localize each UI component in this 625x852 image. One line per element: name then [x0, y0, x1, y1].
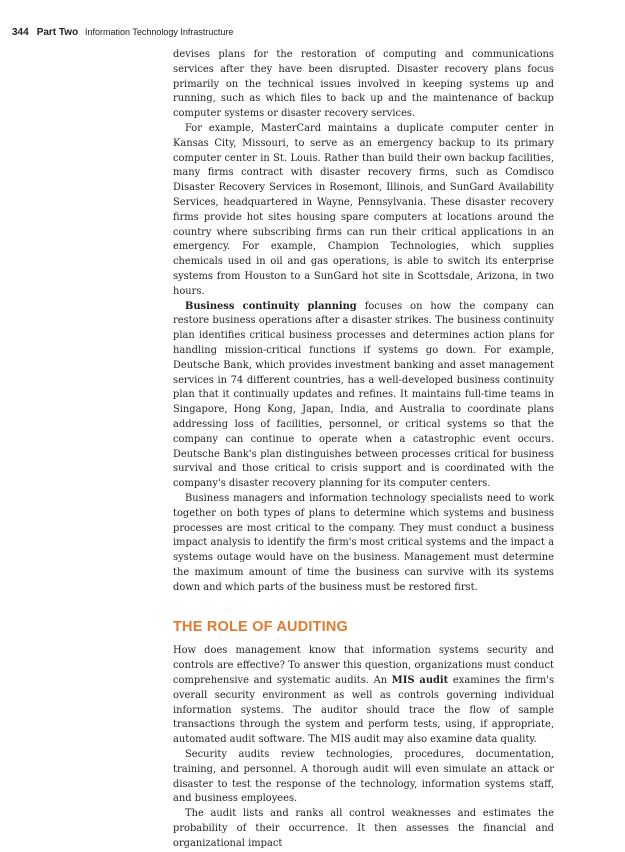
section-heading: THE ROLE OF AUDITING — [173, 619, 349, 636]
part-label: Part Two — [36, 27, 79, 38]
paragraph-mis-audit-text: examines the firm's overall security environment as well as controls governing individual information systems. The auditor should trace the flow of sample transactions through the system and perform tests, using, if appropriate, automated audit software. The MIS audit may also examine data quality. — [173, 675, 555, 746]
paragraph-audit-lists: The audit lists and ranks all control weaknesses and estimates the probability of their occurrence. It then assesses the financial and organizational impact — [173, 808, 554, 849]
key-term-business-continuity-planning: Business continuity planning — [185, 300, 357, 312]
paragraph-mis-audit-lead: How does management know that information systems security and controls are effective? To answer this question, organizations must conduct comprehensive and systematic audits. An — [173, 645, 554, 687]
chapter-title: Information Technology Infrastructure — [84, 27, 234, 37]
paragraph-managers-specialists: Business managers and information technology specialists need to work together on both types of plans to determine which systems and business processes are most critical to the company. They must conduct a business impact analysis to identify the firm's most critical systems and the impact a systems outage would have on the business. Management must determine the maximum amount of time the business can survive with its systems down and which parts of the business must be restored first. — [173, 492, 554, 593]
paragraph-mis-audit — [173, 644, 554, 748]
paragraph-disaster-recovery-continued: devises plans for the restoration of computing and communications services after they have been disrupted. Disaster recovery plans focus primarily on the technical issues involved in keeping systems up and running, such as which files to back up and the maintenance of backup computer systems or disaster recovery services. — [173, 49, 554, 120]
body-text — [173, 48, 554, 852]
paragraph-business-continuity — [173, 300, 554, 492]
paragraph-security-audits: Security audits review technologies, procedures, documentation, training, and personnel. A thorough audit will even simulate an attack or disaster to test the response of the technology, information systems staff, and business employees. — [173, 749, 554, 805]
paragraph-mastercard-example: For example, MasterCard maintains a duplicate computer center in Kansas City, Missouri, to serve as an emergency backup to its primary computer center in St. Louis. Rather than build their own backup facilities, many firms contract with disaster recovery firms, such as Comdisco Disaster Recovery Services in Rosemont, Illinois, and SunGard Availability Services, headquartered in Wayne, Pennsylvania. These disaster recovery firms provide hot sites housing spare computers at locations around the country where subscribing firms can run their critical applications in an emergency. For example, Champion Technologies, which supplies chemicals used in oil and gas operations, is able to switch its enterprise systems from Houston to a SunGard hot site in Scottsdale, Arizona, in two hours. — [173, 122, 554, 297]
page-number: 344 — [12, 27, 29, 38]
running-head — [12, 27, 233, 38]
paragraph-business-continuity-text: focuses on how the company can restore business operations after a disaster strikes. The business continuity plan identifies critical business processes and determines action plans for handling mission-critical functions if systems go down. For example, Deutsche Bank, which provides investment banking and asset management services in 74 different countries, has a well-developed business continuity plan that it continually updates and refines. It maintains full-time teams in Singapore, Hong Kong, Japan, India, and Australia to coordinate plans addressing loss of facilities, personnel, or critical systems so that the company can continue to operate when a catastrophic event occurs. Deutsche Bank's plan distinguishes between processes critical for business survival and those critical to crisis support and is coordinated with the company's disaster recovery planning for its computer centers. — [173, 300, 555, 490]
key-term-mis-audit: MIS audit — [391, 675, 449, 687]
